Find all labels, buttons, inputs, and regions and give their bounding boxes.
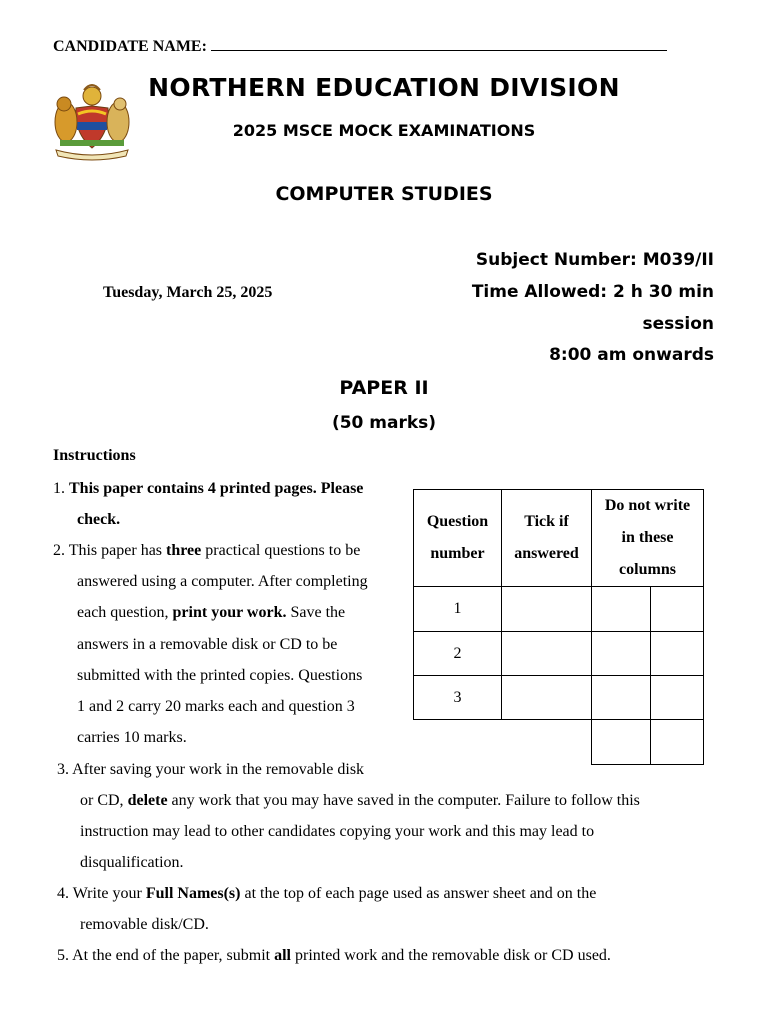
instruction-3-part: any work that you may have saved in the computer. Failure to follow this — [167, 792, 640, 809]
instruction-2-part: each question, — [77, 604, 173, 621]
instruction-5-part: 5. At the end of the paper, submit — [57, 947, 275, 964]
paper-title: PAPER II — [339, 377, 429, 399]
session-label: session — [642, 314, 714, 334]
tick-cell[interactable] — [502, 676, 592, 720]
instruction-1 — [53, 473, 363, 504]
header-line: Question — [426, 513, 489, 530]
instruction-3-bold: delete — [127, 792, 168, 809]
instruction-4-bold: Full Names(s) — [145, 885, 241, 902]
header-line: in these — [621, 529, 674, 546]
instruction-3-line — [80, 785, 640, 816]
examiner-cell — [592, 587, 651, 632]
instruction-5-part: printed work and the removable disk or CD used. — [290, 947, 611, 964]
instructions-heading: Instructions — [53, 447, 136, 464]
header-line: columns — [619, 561, 676, 578]
instruction-3-line: instruction may lead to other candidates copying your work and this may lead to — [80, 823, 595, 840]
question-number-cell: 3 — [414, 676, 502, 720]
instruction-4-part: at the top of each page used as answer sheet and on the — [240, 885, 597, 902]
instruction-3-part: or CD, — [80, 792, 128, 809]
instruction-2-line: submitted with the printed copies. Questions — [77, 667, 363, 684]
instruction-3: 3. After saving your work in the removable disk — [57, 761, 365, 778]
table-row — [414, 676, 704, 720]
table-row-total — [414, 720, 704, 765]
time-allowed: Time Allowed: 2 h 30 min — [471, 282, 714, 302]
instruction-1-text: This paper contains 4 printed pages. Please — [69, 480, 364, 497]
instruction-3-line: disqualification. — [80, 854, 184, 871]
instruction-5-bold: all — [274, 947, 291, 964]
instruction-2-line: answered using a computer. After completing — [77, 573, 368, 590]
exam-date: Tuesday, March 25, 2025 — [103, 284, 273, 301]
instruction-1-text-cont: check. — [77, 511, 121, 528]
examiner-cell — [651, 632, 704, 676]
header-line: answered — [514, 545, 579, 562]
instruction-2 — [53, 535, 360, 566]
instruction-2-part: 2. This paper has — [53, 542, 167, 559]
instruction-5 — [57, 940, 611, 971]
question-number-cell: 2 — [414, 632, 502, 676]
instruction-2-bold: print your work. — [172, 604, 287, 621]
candidate-name-label: CANDIDATE NAME: — [53, 38, 207, 55]
instruction-2-part: practical questions to be — [201, 542, 361, 559]
exam-title: 2025 MSCE MOCK EXAMINATIONS — [232, 121, 536, 140]
examiner-cell — [651, 720, 704, 765]
instruction-4 — [57, 878, 596, 909]
header-line: Do not write — [604, 497, 691, 514]
instruction-2-bold: three — [166, 542, 202, 559]
instruction-2-line — [77, 597, 345, 628]
question-number-cell: 1 — [414, 587, 502, 632]
examiner-cell — [651, 587, 704, 632]
examiner-cell — [592, 632, 651, 676]
instruction-1-num: 1. — [53, 480, 65, 497]
empty-cell — [502, 720, 592, 765]
empty-cell — [414, 720, 502, 765]
examiner-cell — [592, 676, 651, 720]
candidate-name-line — [53, 36, 667, 56]
instruction-2-line: carries 10 marks. — [77, 729, 187, 746]
table-row — [414, 632, 704, 676]
division-title: NORTHERN EDUCATION DIVISION — [148, 73, 620, 102]
header-line: Tick if — [524, 513, 569, 530]
examiner-cell — [651, 676, 704, 720]
instruction-4-line: removable disk/CD. — [80, 916, 209, 933]
start-time: 8:00 am onwards — [549, 345, 714, 365]
tick-header — [502, 490, 592, 587]
paper-marks: (50 marks) — [331, 413, 437, 433]
candidate-name-blank[interactable] — [211, 36, 667, 51]
header-line: number — [430, 545, 485, 562]
instruction-1-cont — [77, 504, 120, 535]
tick-cell[interactable] — [502, 587, 592, 632]
instruction-2-line: 1 and 2 carry 20 marks each and question 3 — [77, 698, 355, 715]
examiner-cell — [592, 720, 651, 765]
instruction-4-part: 4. Write your — [57, 885, 146, 902]
tick-cell[interactable] — [502, 632, 592, 676]
do-not-write-header — [592, 490, 704, 587]
instruction-2-part: Save the — [286, 604, 346, 621]
instruction-2-line: answers in a removable disk or CD to be — [77, 636, 338, 653]
table-row — [414, 587, 704, 632]
question-number-header — [414, 490, 502, 587]
subject-title: COMPUTER STUDIES — [275, 183, 493, 205]
subject-number: Subject Number: M039/II — [475, 250, 714, 270]
answer-table — [413, 489, 704, 765]
